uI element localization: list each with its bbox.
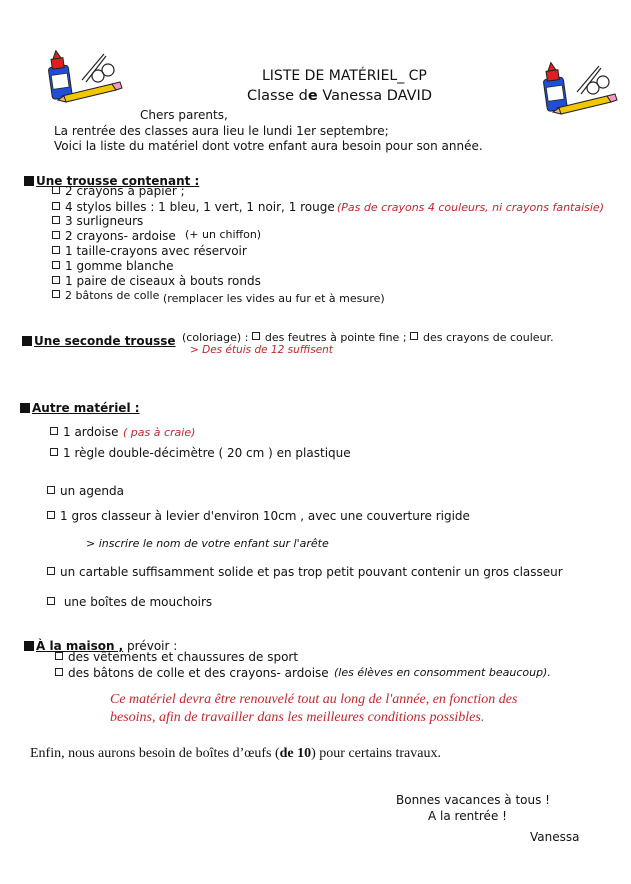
- item-label: des vêtements et chaussures de sport: [68, 650, 299, 664]
- item-label: 3 surligneurs: [65, 214, 144, 228]
- checkbox-icon: [55, 668, 63, 676]
- checkbox-icon: [50, 427, 58, 435]
- item-label: un agenda: [60, 484, 124, 498]
- list-item: [52, 200, 335, 214]
- item-label: 1 gomme blanche: [65, 259, 174, 273]
- intro-line-2: Voici la liste du matériel dont votre enfant aura besoin pour son année.: [54, 139, 483, 153]
- checkbox-icon: [47, 486, 55, 494]
- item-label: 1 paire de ciseaux à bouts ronds: [65, 274, 261, 288]
- checkbox-icon: [52, 186, 60, 194]
- note-ardoise: (+ un chiffon): [185, 228, 262, 241]
- list-item: [52, 229, 176, 243]
- checkbox-icon: [47, 567, 55, 575]
- section-maison-after: prévoir :: [123, 639, 178, 653]
- checkbox-icon: [55, 652, 63, 660]
- note-stylos: (Pas de crayons 4 couleurs, ni crayons fantaisie): [337, 201, 604, 214]
- eggs-before: Enfin, nous aurons besoin de boîtes d’œufs (: [30, 746, 280, 761]
- checkbox-icon: [410, 332, 418, 340]
- intro-line-1: La rentrée des classes aura lieu le lundi 1er septembre;: [54, 124, 389, 138]
- school-supplies-icon-right: [537, 62, 619, 120]
- item-label: une boîtes de mouchoirs: [60, 595, 213, 609]
- item-label: 2 bâtons de colle: [65, 289, 160, 302]
- item-label: 1 ardoise: [63, 425, 119, 439]
- checkbox-icon: [52, 246, 60, 254]
- bullet-square-icon: [24, 641, 34, 651]
- subtitle-bold-e: e: [307, 88, 318, 104]
- item-label: 4 stylos billes : 1 bleu, 1 vert, 1 noir, 1 rouge: [65, 200, 335, 214]
- checkbox-icon: [52, 202, 60, 210]
- seconde-trousse-line: [182, 331, 554, 344]
- section-maison-title: À la maison ,: [36, 639, 124, 653]
- signature: Vanessa: [530, 830, 580, 844]
- list-item: [50, 425, 118, 439]
- section-autre-materiel-heading: [20, 397, 140, 416]
- subtitle-part-b: Vanessa DAVID: [317, 88, 432, 104]
- checkbox-icon: [47, 597, 55, 605]
- eggs-line: [30, 746, 441, 762]
- renew-note-line-2: besoins, afin de travailler dans les meilleures conditions possibles.: [110, 710, 485, 725]
- bullet-square-icon: [22, 336, 32, 346]
- list-item: [47, 595, 212, 609]
- item-crayons-couleur: des crayons de couleur.: [423, 331, 554, 344]
- eggs-bold: de 10: [279, 746, 312, 761]
- checkbox-icon: [52, 231, 60, 239]
- note-classeur: > inscrire le nom de votre enfant sur l'arête: [86, 537, 329, 550]
- item-label: 1 gros classeur à levier d'environ 10cm , avec une couverture rigide: [60, 509, 470, 523]
- note-etuis: > Des étuis de 12 suffisent: [190, 344, 333, 356]
- checkbox-icon: [50, 448, 58, 456]
- note-ardoise-craie: ( pas à craie): [123, 426, 196, 439]
- school-supplies-icon-left: [42, 50, 124, 108]
- list-item: [52, 289, 159, 302]
- section-autre-materiel-title: Autre matériel :: [32, 401, 140, 415]
- checkbox-icon: [47, 511, 55, 519]
- note-consomment: (les élèves en consomment beaucoup).: [334, 666, 551, 679]
- checkbox-icon: [52, 261, 60, 269]
- checkbox-icon: [52, 290, 60, 298]
- paren-label: (coloriage) :: [182, 331, 249, 344]
- item-feutres: des feutres à pointe fine ;: [264, 331, 407, 344]
- item-label: 2 crayons- ardoise: [65, 229, 176, 243]
- item-label: un cartable suffisamment solide et pas trop petit pouvant contenir un gros classeur: [60, 565, 563, 579]
- list-item: [52, 259, 173, 273]
- list-item: [47, 509, 470, 523]
- section-trousse-title: Une trousse contenant :: [36, 174, 200, 188]
- list-item: [47, 565, 563, 579]
- page-subtitle: [247, 88, 432, 104]
- bullet-square-icon: [20, 403, 30, 413]
- checkbox-icon: [52, 276, 60, 284]
- list-item: [55, 650, 298, 664]
- section-seconde-trousse-title: Une seconde trousse: [34, 334, 176, 348]
- list-item: [55, 666, 329, 680]
- greeting: Chers parents,: [140, 108, 228, 122]
- item-label: 1 taille-crayons avec réservoir: [65, 244, 247, 258]
- list-item: [52, 184, 185, 198]
- closing-line-2: A la rentrée !: [428, 809, 507, 823]
- item-label: des bâtons de colle et des crayons- ardoise: [68, 666, 329, 680]
- list-item: [52, 274, 261, 288]
- list-item: [47, 484, 124, 498]
- subtitle-part-a: Classe d: [247, 88, 308, 104]
- eggs-after: ) pour certains travaux.: [311, 746, 441, 761]
- bullet-square-icon: [24, 176, 34, 186]
- section-seconde-trousse-heading: [22, 330, 176, 349]
- item-label: 2 crayons à papier ;: [65, 184, 185, 198]
- renew-note-line-1: Ce matériel devra être renouvelé tout au long de l'année, en fonction des: [110, 692, 518, 707]
- page-title: LISTE DE MATÉRIEL_ CP: [262, 68, 427, 84]
- note-colle: (remplacer les vides au fur et à mesure): [163, 292, 385, 305]
- checkbox-icon: [52, 216, 60, 224]
- closing-line-1: Bonnes vacances à tous !: [396, 793, 550, 807]
- item-label: 1 règle double-décimètre ( 20 cm ) en plastique: [63, 446, 351, 460]
- list-item: [50, 446, 351, 460]
- list-item: [52, 214, 143, 228]
- checkbox-icon: [252, 332, 260, 340]
- list-item: [52, 244, 247, 258]
